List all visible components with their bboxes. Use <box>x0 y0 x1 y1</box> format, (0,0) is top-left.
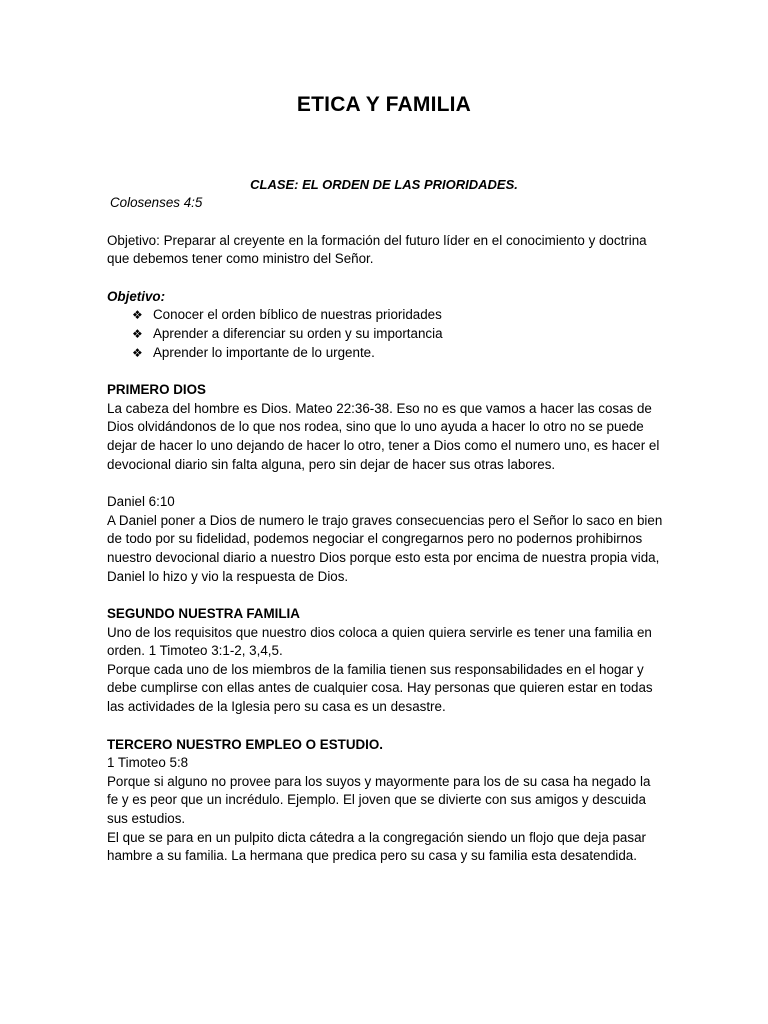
section-third-text-2: El que se para en un pulpito dicta cátedra a la congregación siendo un flojo que deja pasar hambre a su familia. La hermana que predica pero su casa y su familia esta desatendida. <box>107 829 646 864</box>
section-heading-first: PRIMERO DIOS <box>107 382 206 398</box>
section-heading-third: TERCERO NUESTRO EMPLEO O ESTUDIO. <box>107 736 384 752</box>
objective-item-text: Aprender a diferenciar su orden y su importancia <box>153 325 443 341</box>
section-third-text-1: Porque si alguno no provee para los suyos y mayormente para los de su casa ha negado la fe y es peor que un incrédulo. Ejemplo. El joven que se divierte con sus amigos y descuida sus estudios. <box>107 773 651 827</box>
diamond-bullet-icon: ❖ <box>132 326 143 341</box>
objective-paragraph: Objetivo: Preparar al creyente en la formación del futuro líder en el conocimiento y doctrina que debemos tener como ministro del Señor. <box>107 232 647 267</box>
verse-reference: Colosenses 4:5 <box>110 195 203 210</box>
section-first-text: La cabeza del hombre es Dios. Mateo 22:36-38. Eso no es que vamos a hacer las cosas de Dios olvidándonos de lo que nos rodea, sino que lo uno ayuda a hacer lo otro no se puede dejar de hacer lo uno dejando de hacer lo otro, tener a Dios como el numero uno, es hacer el devocional diario sin falta alguna, pero sin dejar de hacer sus otras labores. <box>107 400 660 472</box>
objectives-heading: Objetivo: <box>107 288 166 304</box>
section-heading-second: SEGUNDO NUESTRA FAMILIA <box>107 606 300 622</box>
objectives-list <box>107 306 663 362</box>
class-title: CLASE: EL ORDEN DE LAS PRIORIDADES. <box>250 177 518 192</box>
objective-item-text: Aprender lo importante de lo urgente. <box>153 344 375 360</box>
objective-item-text: Conocer el orden bíblico de nuestras prioridades <box>153 307 442 323</box>
list-item <box>132 325 663 344</box>
section-second-text-1: Uno de los requisitos que nuestro dios coloca a quien quiera servirle es tener una familia en orden. 1 Timoteo 3:1-2, 3,4,5. <box>107 624 652 659</box>
daniel-reference: Daniel 6:10 <box>107 494 175 510</box>
section-second-text-2: Porque cada uno de los miembros de la familia tienen sus responsabilidades en el hogar y debe cumplirse con ellas antes de cualquier cosa. Hay personas que quieren estar en todas las actividades de la Iglesia pero su casa es un desastre. <box>107 661 653 715</box>
list-item <box>132 344 663 363</box>
list-item <box>132 306 663 325</box>
document-title: ETICA Y FAMILIA <box>296 93 472 116</box>
diamond-bullet-icon: ❖ <box>132 345 143 360</box>
daniel-text: A Daniel poner a Dios de numero le trajo graves consecuencias pero el Señor lo saco en bien de todo por su fidelidad, podemos negociar el congregarnos pero no podernos prohibirnos nuestro devocional diario a nuestro Dios porque esto esta por encima de nuestra propia vida, Daniel lo hizo y vio la respuesta de Dios. <box>107 512 663 584</box>
document-body <box>107 194 663 866</box>
diamond-bullet-icon: ❖ <box>132 308 143 323</box>
section-third-reference: 1 Timoteo 5:8 <box>107 755 189 771</box>
